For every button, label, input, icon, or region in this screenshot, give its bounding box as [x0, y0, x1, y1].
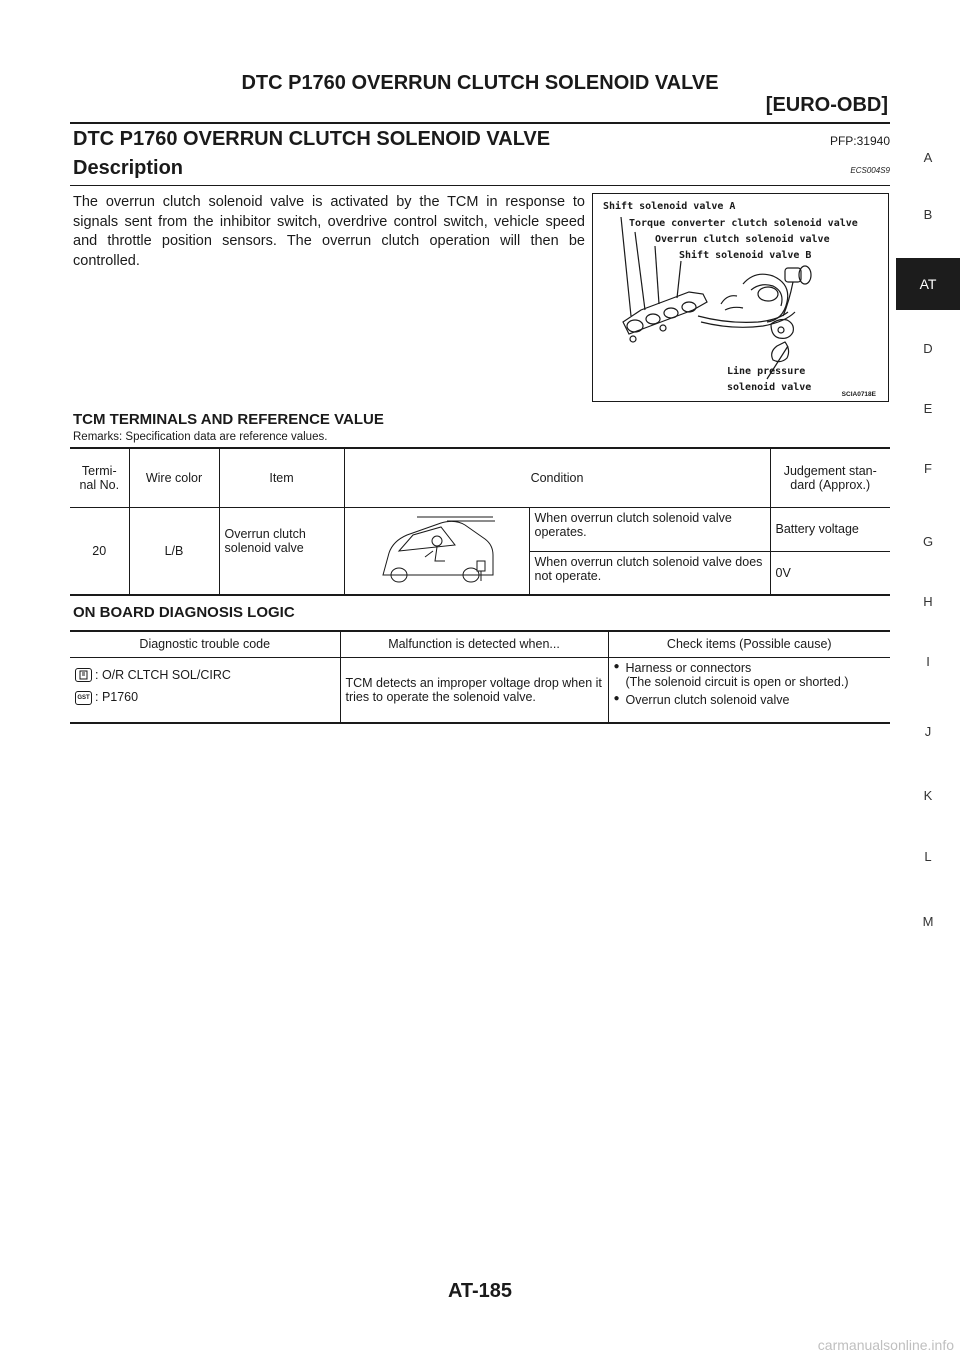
label-overrun-clutch: Overrun clutch solenoid valve [655, 234, 830, 245]
page-number: AT-185 [447, 1280, 513, 1302]
sidebar-item-e[interactable]: E [923, 401, 933, 416]
description-heading: Description [73, 157, 184, 179]
check-item-valve [614, 693, 886, 707]
header-malfunction: Malfunction is detected when... [340, 631, 608, 657]
dtc-gst-line [75, 690, 335, 705]
label-torque-converter: Torque converter clutch solenoid valve [629, 218, 858, 229]
diagnosis-logic-table [70, 630, 890, 724]
header-rule [70, 122, 890, 124]
header-condition: Condition [344, 448, 770, 507]
check-item-harness [614, 661, 886, 689]
label-line-pressure-2: solenoid valve [727, 382, 812, 393]
tcm-remarks: Remarks: Specification data are reference values. [73, 431, 328, 443]
header-wire-color: Wire color [129, 448, 219, 507]
sidebar-item-k[interactable]: K [923, 788, 933, 803]
dtc-consult-text: : O/R CLTCH SOL/CIRC [95, 667, 231, 682]
cell-dtc [70, 657, 340, 723]
check-item-harness-note: (The solenoid circuit is open or shorted.) [625, 674, 849, 689]
sidebar-item-f[interactable]: F [924, 461, 932, 476]
cell-value-1: Battery voltage [770, 507, 890, 551]
header-dtc: Diagnostic trouble code [70, 631, 340, 657]
check-item-harness-text: Harness or connectors [625, 660, 752, 675]
section-title: DTC P1760 OVERRUN CLUTCH SOLENOID VALVE [73, 128, 551, 150]
dtc-gst-text: : P1760 [95, 690, 139, 705]
sidebar-item-h[interactable]: H [923, 594, 933, 609]
sidebar-item-at[interactable]: AT [896, 258, 960, 310]
gst-tool-icon: GST [75, 691, 92, 705]
solenoid-valve-figure [592, 193, 889, 402]
dtc-consult-line [75, 668, 335, 683]
tcm-heading: TCM TERMINALS AND REFERENCE VALUE [73, 411, 384, 428]
cell-check-items [608, 657, 890, 723]
description-text: The overrun clutch solenoid valve is activated by the TCM in response to signals sent from the inhibitor switch, overdrive control switch, vehicle speed and throttle position sensors. The overrun clutch operation will then be controlled. [73, 194, 585, 269]
check-item-valve-text: Overrun clutch solenoid valve [625, 692, 790, 707]
header-judgement: Judgement stan-dard (Approx.) [770, 448, 890, 507]
header-terminal: Termi-nal No. [70, 448, 129, 507]
label-line-pressure-1: Line pressure [727, 366, 806, 377]
sidebar-item-m[interactable]: M [922, 914, 934, 929]
table-header-row [70, 448, 890, 507]
table-row [70, 507, 890, 551]
sidebar-item-g[interactable]: G [922, 534, 934, 549]
sidebar-item-b[interactable]: B [923, 207, 933, 222]
cell-condition-2: When overrun clutch solenoid valve does not operate. [529, 551, 770, 595]
watermark: carmanualsonline.info [817, 1337, 954, 1353]
ecs-code: ECS004S9 [850, 166, 890, 175]
sidebar-item-a[interactable]: A [923, 150, 933, 165]
sidebar-item-j[interactable]: J [924, 724, 932, 739]
table-header-row [70, 631, 890, 657]
page-header-title: DTC P1760 OVERRUN CLUTCH SOLENOID VALVE [241, 72, 719, 94]
label-shift-solenoid-a: Shift solenoid valve A [603, 201, 736, 212]
page-header-subtitle: [EURO-OBD] [765, 94, 888, 116]
pfp-code: PFP:31940 [829, 134, 890, 148]
cell-condition-image [344, 507, 529, 595]
driver-vehicle-illustration [377, 511, 497, 587]
label-shift-solenoid-b: Shift solenoid valve B [679, 250, 812, 261]
tcm-terminal-table [70, 447, 890, 596]
diag-heading: ON BOARD DIAGNOSIS LOGIC [73, 604, 295, 621]
description-rule [70, 185, 890, 186]
table-row [70, 657, 890, 723]
cell-terminal: 20 [92, 543, 107, 558]
header-item: Item [219, 448, 344, 507]
header-check-items: Check items (Possible cause) [608, 631, 890, 657]
sidebar-item-l[interactable]: L [924, 849, 932, 864]
cell-condition-1: When overrun clutch solenoid valve operates. [529, 507, 770, 551]
cell-item: Overrun clutch solenoid valve [219, 507, 344, 595]
cell-wire-color: L/B [129, 507, 219, 595]
figure-code: SCIA0718E [841, 391, 876, 398]
cell-value-2: 0V [770, 551, 890, 595]
sidebar-item-i[interactable]: I [926, 654, 930, 669]
cell-malfunction: TCM detects an improper voltage drop when it tries to operate the solenoid valve. [340, 657, 608, 723]
sidebar-item-d[interactable]: D [923, 341, 933, 356]
consult-tool-icon [75, 668, 92, 682]
